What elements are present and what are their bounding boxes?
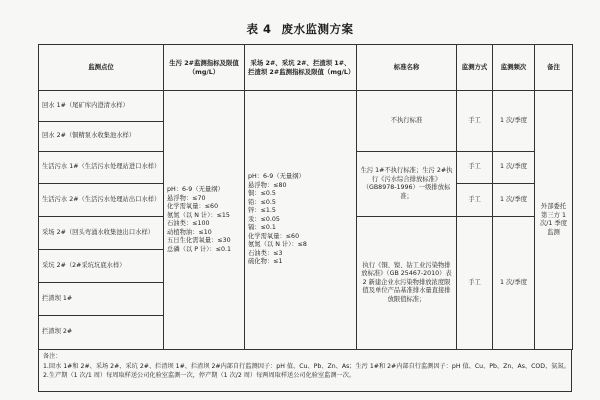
method-cell: 手工: [457, 217, 493, 350]
notes-line-1: 1.回水 1#和 2#、采场 2#、采坑 2#、拦渣坝 1#、拦渣坝 2#内部自行监测因子：pH 值、Cu、Pb、Zn、As；生污 1#和 2#内部自行监测因子：pH 值、Cu、Pb、Zn、As、COD、氨氮。: [43, 362, 570, 370]
point-cell: 生活污水 1#（生活污水处理站进口水样）: [39, 152, 164, 184]
header-indicator2: 采场 2#、采坑 2#、拦渣坝 1#、拦渣坝 2#监测指标及限值（mg/L）: [245, 45, 357, 91]
table-title-text: 废水监测方案: [281, 22, 354, 36]
method-cell: 手工: [457, 152, 493, 184]
point-cell: 回水 2#（铜精泵水收集池水样）: [39, 121, 164, 152]
header-remark: 备注: [535, 45, 573, 91]
standard-sewage-text: 生污 1#不执行标准；生污 2#执行《污水综合排放标准》（GB8978-1996）一级排放标准；: [360, 167, 453, 200]
header-indicator1: 生污 2#监测指标及限值（mg/L）: [164, 45, 245, 91]
standard-none: 不执行标准: [357, 91, 457, 152]
indicator1-line: 总磷（以 P 计）：≤0.1: [167, 245, 232, 253]
method-cell: 手工: [457, 184, 493, 217]
notes-box: [38, 350, 572, 392]
standard-copper: [357, 217, 457, 350]
point-cell: 回水 1#（尾矿库内澄清水样）: [39, 91, 164, 122]
table-title: [0, 21, 600, 37]
indicator2-cell: [245, 91, 357, 350]
frequency-cell: 1 次/季度: [493, 91, 535, 152]
monitoring-plan-table: [38, 44, 573, 350]
indicator2-line: 铜：≤0.5: [248, 190, 276, 198]
header-point: 监测点位: [39, 45, 164, 91]
indicator2-line: 锌：≤1.5: [248, 207, 276, 215]
standard-sewage: [357, 152, 457, 217]
indicator2-line: pH：6-9（无量纲）: [248, 173, 305, 181]
indicator2-line: 石油类：≤3: [248, 249, 283, 257]
method-cell: 手工: [457, 91, 493, 152]
indicator2-line: 铅：≤0.5: [248, 198, 276, 206]
frequency-cell: 1 次/季度: [493, 152, 535, 184]
indicator2-line: 氨氮（以 N 计）：≤8: [248, 241, 307, 249]
standard-copper-text: 执行《铜、镍、钴工业污染物排放标准》（GB 25467-2010）表 2 新建企业水污染物排放浓度限值及单位产品基准排水量直接排放限值标准；: [361, 261, 452, 303]
indicator1-line: 石油类：≤100: [167, 220, 210, 228]
notes-line-2: 2.生产期（1 次/1 周）每周取样送公司化验室监测一次，停产期（1 次/2 周）每两周取样送公司化验室监测一次。: [43, 372, 356, 380]
point-cell: 拦渣坝 2#: [39, 315, 164, 349]
frequency-cell: 1 次/季度: [493, 184, 535, 217]
frequency-cell: 1 次/季度: [493, 217, 535, 350]
indicator1-cell: [164, 91, 245, 350]
indicator2-line: 悬浮物：≤80: [248, 181, 287, 189]
indicator2-line: 硫化物：≤1: [248, 258, 283, 266]
remark-cell: 外部委托第三方 1 次/1 季度监测: [535, 91, 573, 350]
notes-label: 备注：: [43, 353, 62, 360]
table-number: 表 4: [246, 22, 272, 36]
table-row: [39, 91, 573, 122]
indicator1-line: 悬浮物：≤70: [167, 194, 206, 202]
indicator1-line: 氨氮（以 N 计）：≤15: [167, 211, 230, 219]
indicator1-line: 五日生化需氧量：≤30: [167, 237, 231, 245]
point-cell: 拦渣坝 1#: [39, 282, 164, 315]
point-cell: 采坑 2#（2#采坑坑底水样）: [39, 249, 164, 282]
header-row: [39, 45, 573, 91]
point-cell: 采场 2#（回头弯涌水收集池出口水样）: [39, 217, 164, 250]
indicator2-line: 汞：≤0.05: [248, 215, 280, 223]
indicator1-line: 化学需氧量：≤60: [167, 203, 219, 211]
header-method: 监测方式: [457, 45, 493, 91]
indicator1-line: 动植物油：≤10: [167, 228, 212, 236]
header-standard: 标准名称: [357, 45, 457, 91]
header-frequency: 监测频次: [493, 45, 535, 91]
indicator2-line: 镉：≤0.1: [248, 224, 276, 232]
indicator2-line: 化学需氧量：≤60: [248, 232, 300, 240]
point-cell: 生活污水 2#（生活污水处理站出口水样）: [39, 184, 164, 217]
indicator1-line: pH：6-9（无量纲）: [167, 186, 224, 194]
